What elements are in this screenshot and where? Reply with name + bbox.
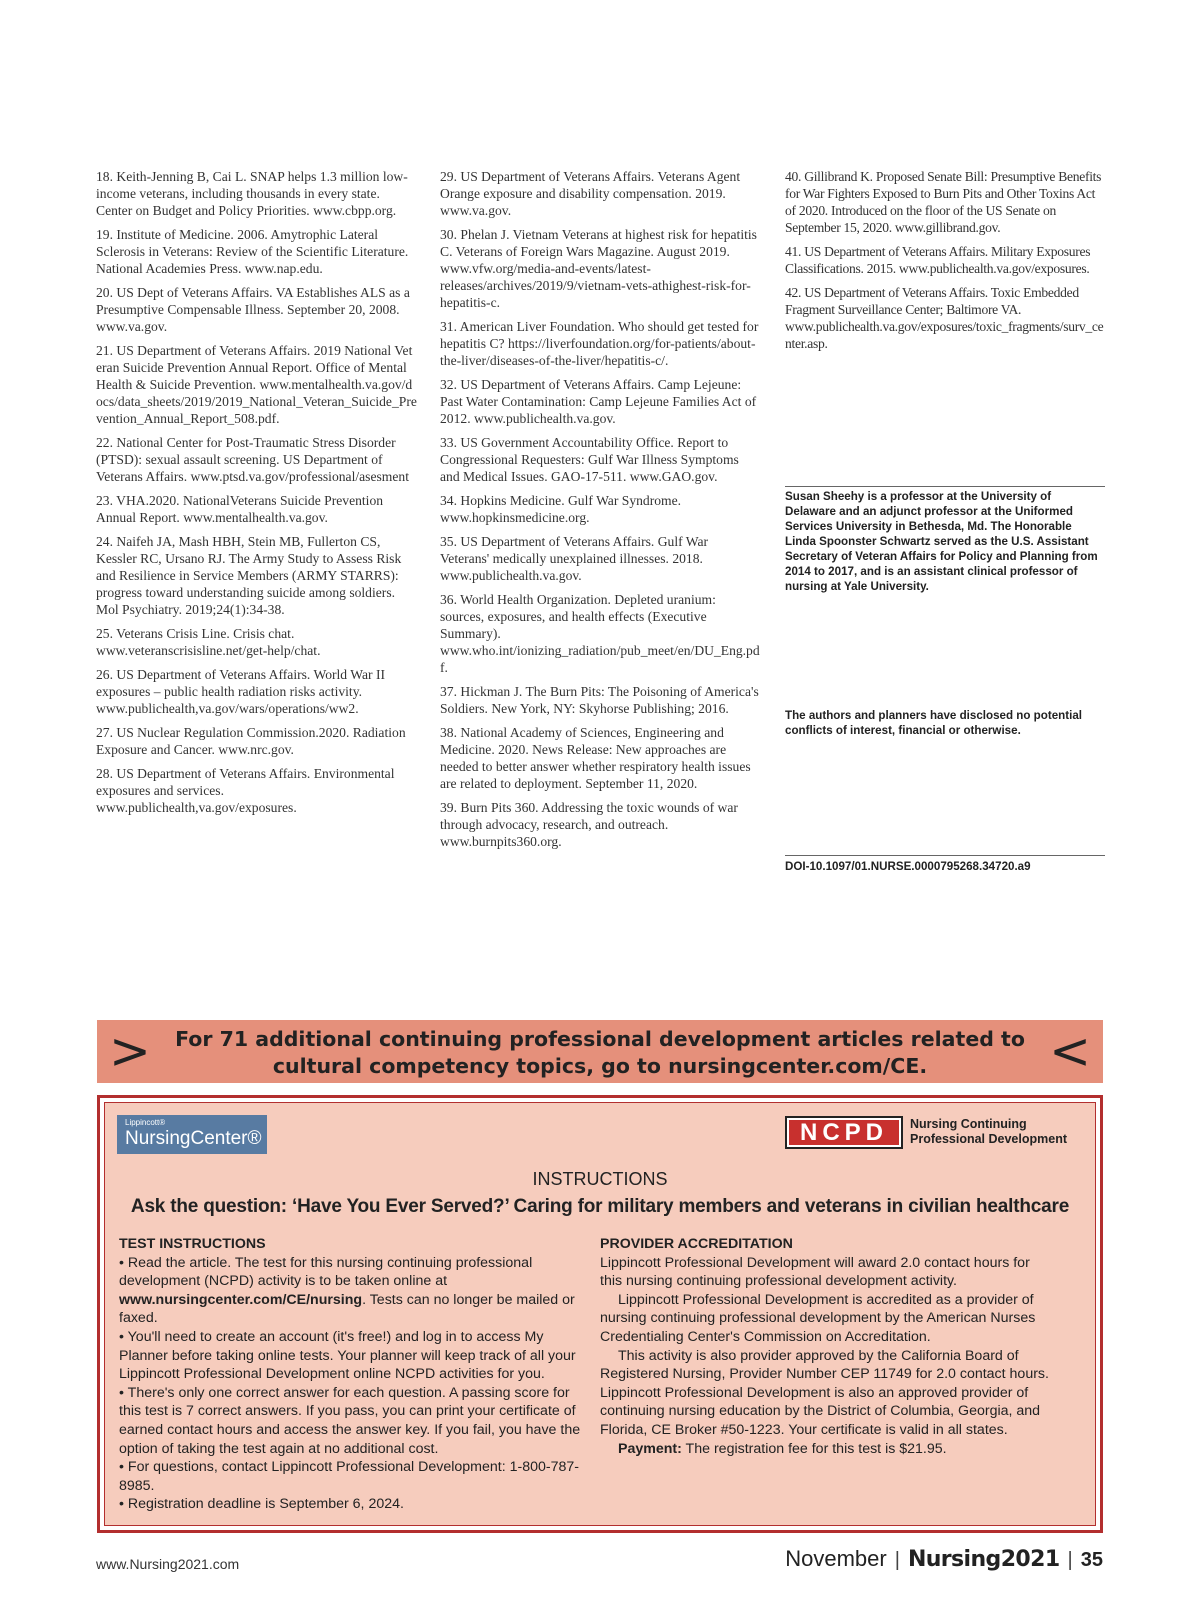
payment-label: Payment: <box>618 1440 682 1457</box>
provider-paragraph-2: Lippincott Professional Development is accredited as a provider of nursing continuing professional development by the American Nurses Credentialing Center's Commission on Accreditation. <box>600 1291 1036 1345</box>
article-title: Ask the question: ‘Have You Ever Served?’ Caring for military members and veterans in civilian healthcare <box>130 1196 1070 1217</box>
chevron-left-icon: < <box>1049 1022 1091 1080</box>
chevron-right-icon: > <box>109 1022 151 1080</box>
test-bullet-1-end: . Tests can no longer be mailed or faxed. <box>119 1291 575 1327</box>
ncpd-badge <box>785 1116 903 1149</box>
payment-text: The registration fee for this test is $21.95. <box>681 1440 947 1457</box>
reference-38: 38. National Academy of Sciences, Engineering and Medicine. 2020. News Release: New approaches are needed to better answer whether respiratory health issues are related to deployment. September 11, 2020. <box>440 725 751 791</box>
reference-28: 28. US Department of Veterans Affairs. Environmental exposures and services. www.publichealth,va.gov/exposures. <box>96 766 395 815</box>
reference-39: 39. Burn Pits 360. Addressing the toxic wounds of war through advocacy, research, and outreach. www.burnpits360.org. <box>440 800 738 849</box>
test-instructions <box>119 1235 584 1514</box>
footer-folio <box>785 1546 1103 1572</box>
reference-27: 27. US Nuclear Regulation Commission.2020. Radiation Exposure and Cancer. www.nrc.gov. <box>96 725 406 757</box>
reference-30: 30. Phelan J. Vietnam Veterans at highest risk for hepatitis C. Veterans of Foreign Wars Magazine. August 2019. www.vfw.org/media-and-events/latest-releases/archives/2019/9/vietnam-vets-athighest-risk-for-hepatitis-c. <box>440 227 757 310</box>
reference-26: 26. US Department of Veterans Affairs. World War II exposures – public health radiation risks activity. www.publichealth,va.gov/wars/operations/ww2. <box>96 667 386 716</box>
reference-36: 36. World Health Organization. Depleted uranium: sources, exposures, and health effects (Executive Summary). www.who.int/ionizing_radiation/pub_meet/en/DU_Eng.pdf. <box>440 592 760 675</box>
test-bullet-1 <box>119 1254 584 1328</box>
reference-29: 29. US Department of Veterans Affairs. Veterans Agent Orange exposure and disability compensation. 2019. www.va.gov. <box>440 169 741 218</box>
reference-25: 25. Veterans Crisis Line. Crisis chat. www.veteranscrisisline.net/get-help/chat. <box>96 626 321 658</box>
reference-35: 35. US Department of Veterans Affairs. Gulf War Veterans' medically unexplained illnesses. 2018. www.publichealth.va.gov. <box>440 534 709 583</box>
reference-40: 40. Gillibrand K. Proposed Senate Bill: Presumptive Benefits for War Fighters Exposed to Burn Pits and Other Toxins Act of 2020. Introduced on the floor of the US Senate on September 15, 2020. www.gillibrand.gov. <box>785 169 1102 235</box>
logo-big-text: NursingCenter® <box>125 1128 262 1149</box>
ncpd-inner-panel <box>104 1102 1096 1526</box>
reference-33: 33. US Government Accountability Office. Report to Congressional Requesters: Gulf War Illness Symptoms and Medical Issues. GAO-17-511. www.GAO.gov. <box>440 435 739 484</box>
doi-line: DOI-10.1097/01.NURSE.0000795268.34720.a9 <box>785 855 1105 874</box>
banner-line-1: For 71 additional continuing professional development articles related to <box>175 1027 1025 1051</box>
footer-journal-name: Nursing2021 <box>907 1547 1060 1572</box>
ncpd-badge-text: NCPD <box>789 1120 899 1145</box>
nursingcenter-logo <box>117 1115 267 1154</box>
footer-separator: | <box>894 1549 900 1571</box>
test-bullet-3: • There's only one correct answer for each question. A passing score for this test is 7 correct answers. If you pass, you can print your certificate of earned contact hours and access the answer key. If you fail, you have the option of taking the test again at no additional cost. <box>119 1384 581 1457</box>
reference-23: 23. VHA.2020. NationalVeterans Suicide Prevention Annual Report. www.mentalhealth.va.gov. <box>96 493 384 525</box>
reference-18: 18. Keith-Jenning B, Cai L. SNAP helps 1.3 million low-income veterans, including thousands in every state. Center on Budget and Policy Priorities. www.cbpp.org. <box>96 169 408 218</box>
references-column-2 <box>440 168 760 857</box>
reference-41: 41. US Department of Veterans Affairs. Military Exposures Classifications. 2015. www.publichealth.va.gov/exposures. <box>785 244 1091 276</box>
footer-separator: | <box>1067 1549 1073 1571</box>
banner-line-2: cultural competency topics, go to nursingcenter.com/CE. <box>272 1054 928 1078</box>
references-column-1 <box>96 168 418 823</box>
provider-paragraph-3: This activity is also provider approved by the California Board of Registered Nursing, Provider Number CEP 11749 for 2.0 contact hours. Lippincott Professional Development is also an approved provider of continuing nursing education by the District of Columbia, Georgia, and Florida, CE Broker #50-1223. Your certificate is valid in all states. <box>600 1347 1049 1438</box>
provider-heading: PROVIDER ACCREDITATION <box>600 1236 793 1252</box>
disclosure-statement: The authors and planners have disclosed no potential conflicts of interest, financial or otherwise. <box>785 709 1082 737</box>
reference-20: 20. US Dept of Veterans Affairs. VA Establishes ALS as a Presumptive Compensable Illness. September 20, 2008. www.va.gov. <box>96 285 410 334</box>
reference-22: 22. National Center for Post-Traumatic Stress Disorder (PTSD): sexual assault screening. US Department of Veterans Affairs. www.ptsd.va.gov/professional/asesment <box>96 435 409 484</box>
instructions-heading: INSTRUCTIONS <box>532 1169 668 1189</box>
test-bullet-1-text: • Read the article. The test for this nursing continuing professional development (NCPD) activity is to be taken online at <box>119 1254 533 1290</box>
reference-42: 42. US Department of Veterans Affairs. Toxic Embedded Fragment Surveillance Center; Baltimore VA. www.publichealth.va.gov/exposures/toxic_fragments/surv_center.asp. <box>785 285 1104 351</box>
footer-website[interactable]: www.Nursing2021.com <box>96 1556 240 1572</box>
reference-21: 21. US Department of Veterans Affairs. 2019 National Veteran Suicide Prevention Annual Report. Office of Mental Health & Suicide Prevention. www.mentalhealth.va.gov/docs/data_sheets/2019/2019_National_Veteran_Suicide_Prevention_Annual_Report_508.pdf. <box>96 343 417 426</box>
footer-month: November <box>785 1546 887 1571</box>
references-column-3 <box>785 168 1105 359</box>
test-bullet-4: • For questions, contact Lippincott Professional Development: 1-800-787-8985. <box>119 1459 580 1494</box>
reference-34: 34. Hopkins Medicine. Gulf War Syndrome. www.hopkinsmedicine.org. <box>440 493 682 525</box>
page-number: 35 <box>1080 1549 1103 1571</box>
provider-accreditation <box>600 1235 1055 1458</box>
test-instructions-heading: TEST INSTRUCTIONS <box>119 1236 266 1252</box>
provider-paragraph-1: Lippincott Professional Development will award 2.0 contact hours for this nursing continuing professional development activity. <box>600 1254 1030 1290</box>
reference-31: 31. American Liver Foundation. Who should get tested for hepatitis C? https://liverfoundation.org/for-patients/about-the-liver/diseases-of-the-liver/hepatitis-c/. <box>440 319 759 368</box>
test-bullet-2: • You'll need to create an account (it's free!) and log in to access My Planner before taking online tests. Your planner will keep track of all your Lippincott Professional Development online NCPD activities for you. <box>119 1328 576 1383</box>
reference-24: 24. Naifeh JA, Mash HBH, Stein MB, Fullerton CS, Kessler RC, Ursano RJ. The Army Study to Assess Risk and Resilience in Service Members (ARMY STARRS): progress toward understanding suicide among soldiers. Mol Psychiatry. 2019;24(1):34-38. <box>96 534 402 617</box>
reference-37: 37. Hickman J. The Burn Pits: The Poisoning of America's Soldiers. New York, NY: Skyhorse Publishing; 2016. <box>440 684 759 716</box>
ncpd-sub-line-1: Nursing Continuing <box>910 1117 1027 1131</box>
reference-32: 32. US Department of Veterans Affairs. Camp Lejeune: Past Water Contamination: Camp Lejeune Families Act of 2012. www.publichealth.va.gov. <box>440 377 757 426</box>
test-url-link[interactable]: www.nursingcenter.com/CE/nursing <box>119 1291 363 1308</box>
test-bullet-5: • Registration deadline is September 6, 2024. <box>119 1496 404 1513</box>
payment-line <box>600 1440 1055 1459</box>
logo-small-text: Lippincott® <box>125 1118 166 1127</box>
ncpd-sub-line-2: Professional Development <box>910 1132 1067 1146</box>
author-bio: Susan Sheehy is a professor at the University of Delaware and an adjunct professor at the Uniformed Services University in Bethesda, Md. The Honorable Linda Spoonster Schwartz served as the U.S. Assistant Secretary of Veteran Affairs for Policy and Planning from 2014 to 2017, and is an assistant clinical professor of nursing at Yale University. <box>785 486 1105 594</box>
ncpd-badge-subtitle <box>910 1117 1067 1147</box>
ce-promo-banner <box>97 1020 1103 1083</box>
reference-19: 19. Institute of Medicine. 2006. Amytrophic Lateral Sclerosis in Veterans: Review of the Scientific Literature. National Academies Press. www.nap.edu. <box>96 227 409 276</box>
ncpd-instructions-box <box>97 1095 1103 1533</box>
